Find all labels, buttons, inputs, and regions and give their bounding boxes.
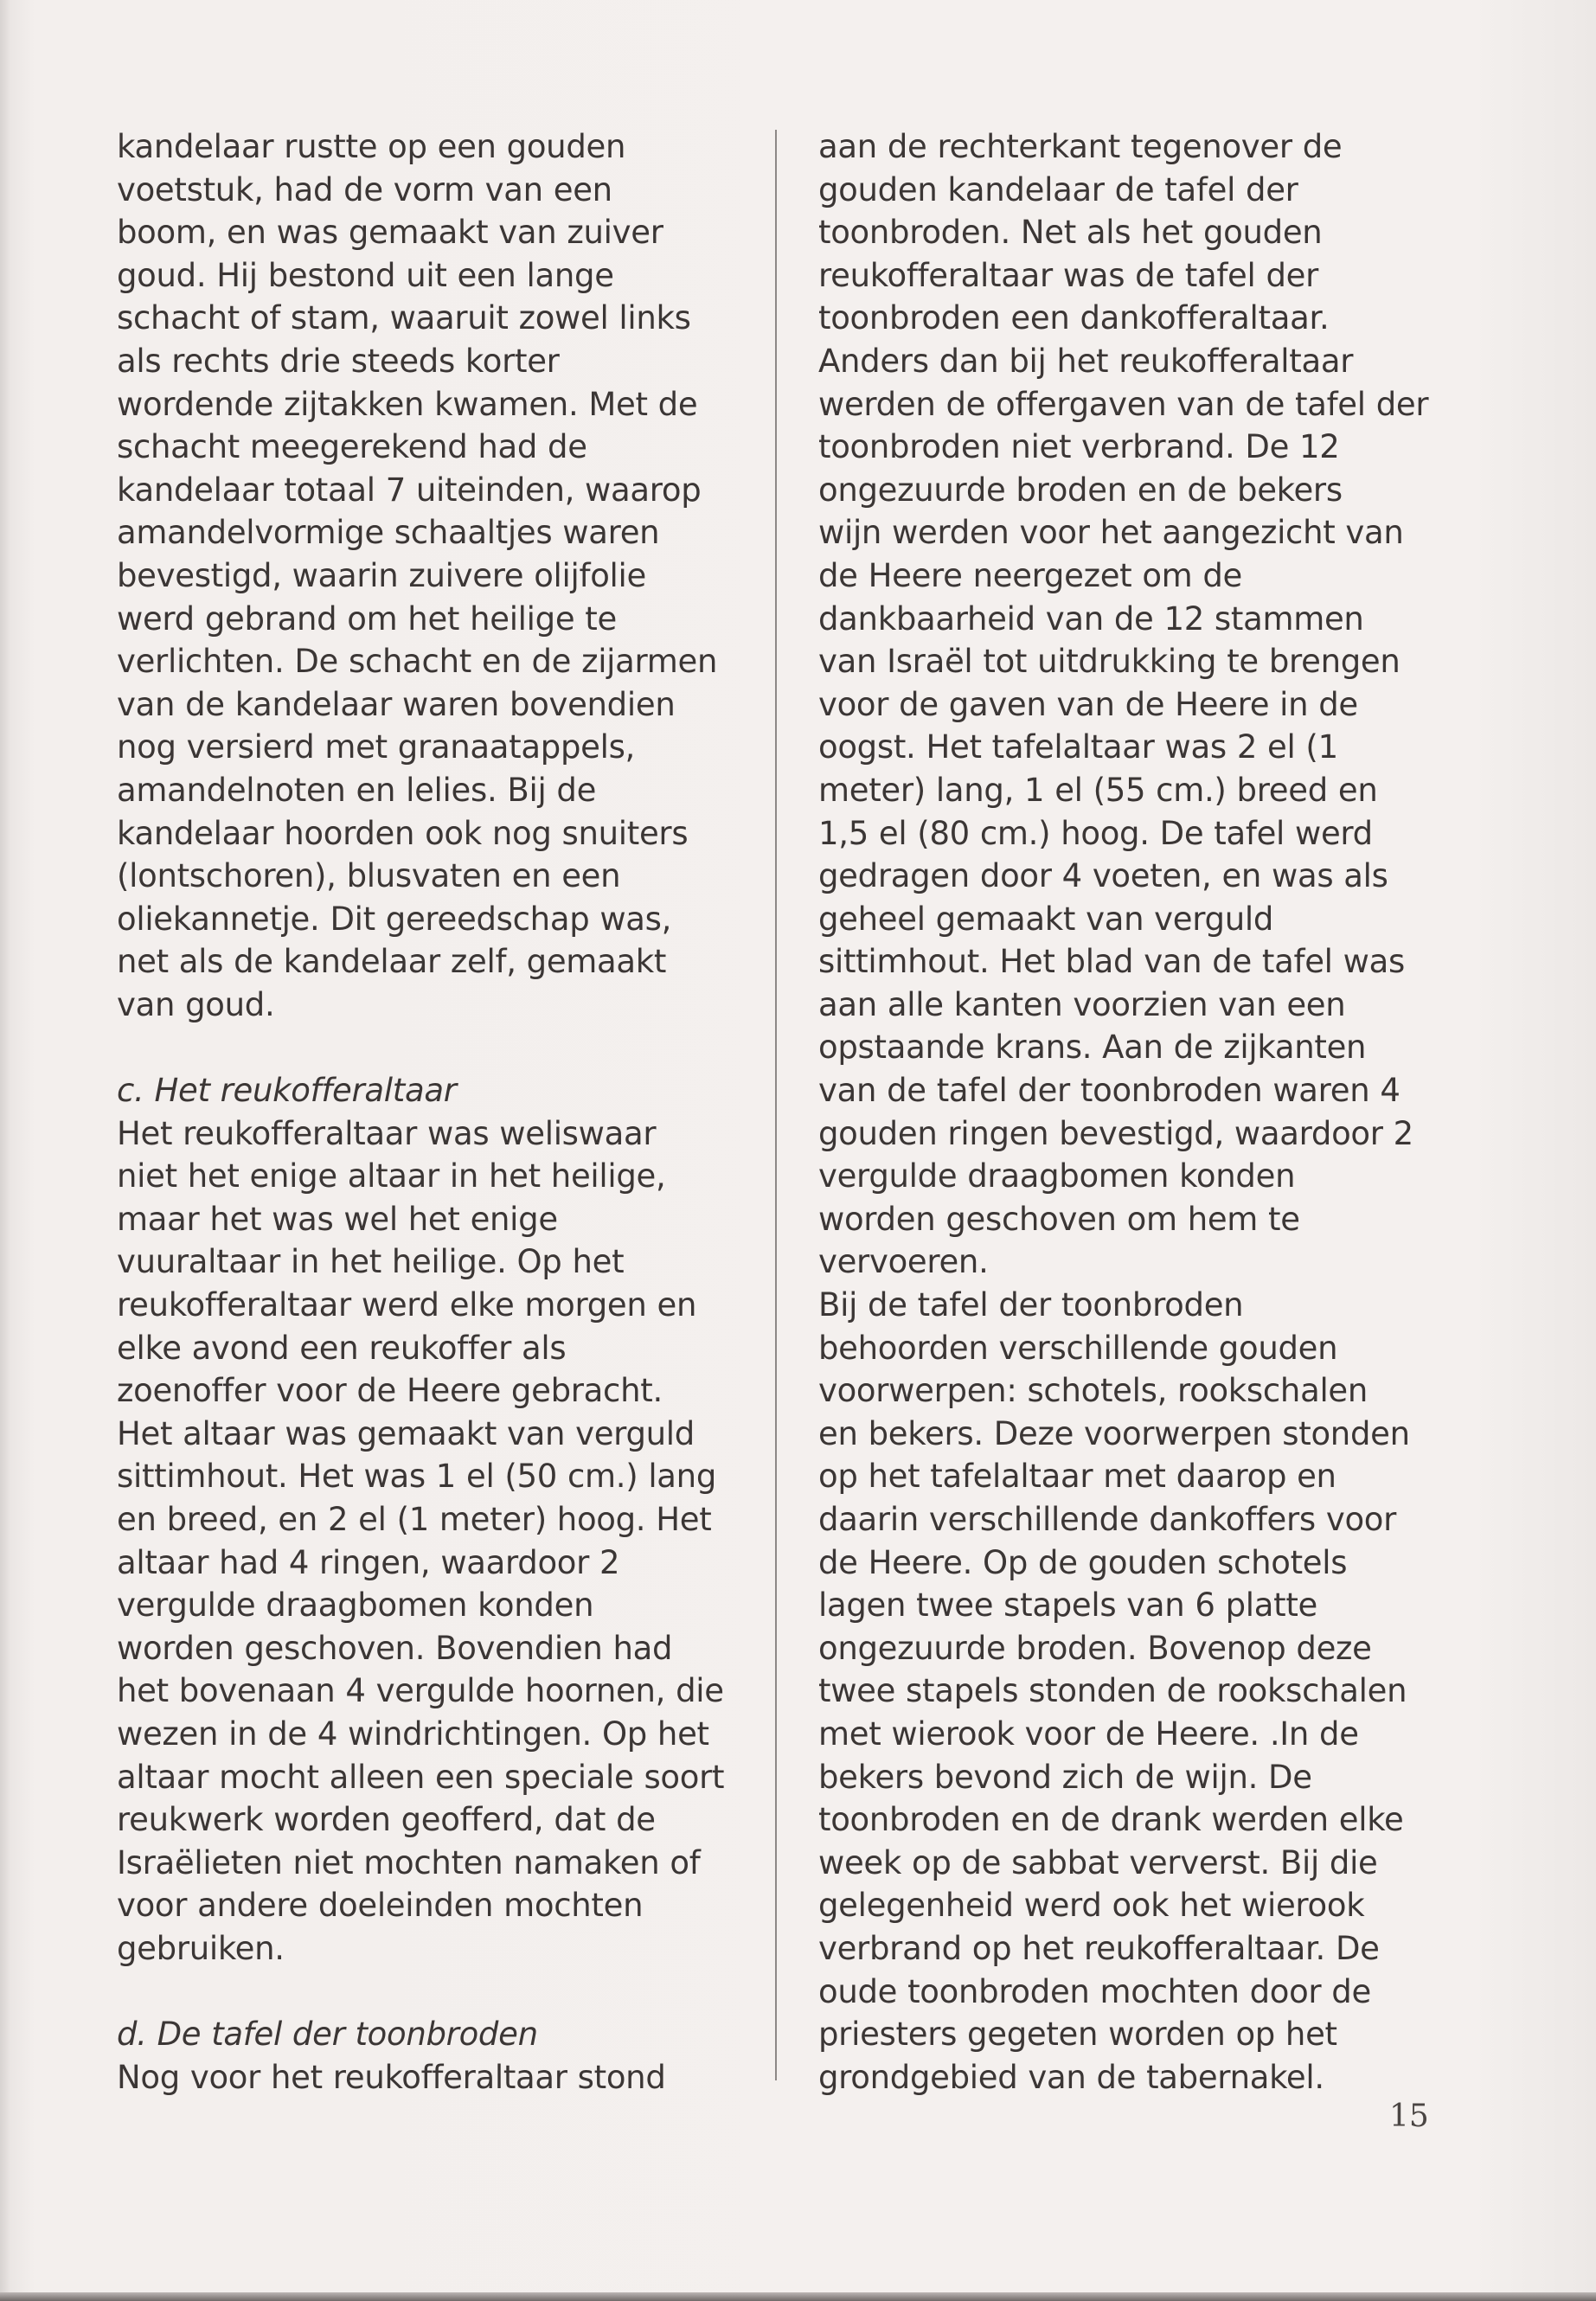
- page-bottom-edge: [0, 2292, 1596, 2301]
- text-line: en breed, en 2 el (1 meter) hoog. Het: [117, 1501, 712, 1538]
- text-line: twee stapels stonden de rookschalen: [818, 1672, 1407, 1710]
- text-line: geheel gemaakt van verguld: [818, 900, 1274, 938]
- section-heading-c: c. Het reukofferaltaar: [117, 1072, 457, 1110]
- text-line: oude toonbroden mochten door de: [818, 1972, 1371, 2010]
- page-number: 15: [1389, 2099, 1429, 2134]
- text-line: van goud.: [117, 985, 275, 1023]
- text-line: van de tafel der toonbroden waren 4: [818, 1072, 1401, 1110]
- text-line: de Heere. Op de gouden schotels: [818, 1543, 1348, 1581]
- text-line: goud. Hij bestond uit een lange: [117, 256, 614, 294]
- text-line: meter) lang, 1 el (55 cm.) breed en: [818, 771, 1378, 809]
- text-line: voetstuk, had de vorm van een: [117, 170, 612, 208]
- text-line: sittimhout. Het blad van de tafel was: [818, 943, 1405, 981]
- text-line: de Heere neergezet om de: [818, 556, 1243, 594]
- text-line: gedragen door 4 voeten, en was als: [818, 857, 1388, 895]
- text-line: gouden ringen bevestigd, waardoor 2: [818, 1114, 1413, 1152]
- text-line: kandelaar rustte op een gouden: [117, 128, 626, 165]
- left-column: [117, 125, 744, 2099]
- text-line: verbrand op het reukofferaltaar. De: [818, 1929, 1380, 1967]
- text-line: reukwerk worden geofferd, dat de: [117, 1801, 656, 1839]
- text-line: aan de rechterkant tegenover de: [818, 128, 1343, 165]
- text-line: dankbaarheid van de 12 stammen: [818, 599, 1364, 638]
- text-line: toonbroden en de drank werden elke: [818, 1801, 1404, 1839]
- text-line: boom, en was gemaakt van zuiver: [117, 214, 663, 252]
- text-line: werd gebrand om het heilige te: [117, 599, 617, 638]
- text-line: daarin verschillende dankoffers voor: [818, 1501, 1397, 1538]
- text-line: gebruiken.: [117, 1929, 285, 1967]
- text-line: bevestigd, waarin zuivere olijfolie: [117, 556, 646, 594]
- text-line: met wierook voor de Heere. .In de: [818, 1715, 1359, 1753]
- text-line: toonbroden. Net als het gouden: [818, 214, 1323, 252]
- page-gutter-shadow: [0, 0, 10, 2301]
- text-line: vervoeren.: [818, 1243, 989, 1281]
- text-line: schacht of stam, waaruit zowel links: [117, 299, 691, 337]
- text-line: als rechts drie steeds korter: [117, 342, 560, 380]
- text-line: reukofferaltaar werd elke morgen en: [117, 1286, 697, 1324]
- text-line: Het altaar was gemaakt van verguld: [117, 1414, 695, 1452]
- text-line: toonbroden niet verbrand. De 12: [818, 428, 1340, 466]
- text-line: kandelaar hoorden ook nog snuiters: [117, 814, 689, 852]
- text-line: bekers bevond zich de wijn. De: [818, 1758, 1312, 1796]
- text-line: behoorden verschillende gouden: [818, 1329, 1338, 1367]
- right-column: [818, 125, 1445, 2099]
- text-line: grondgebied van de tabernakel.: [818, 2058, 1324, 2096]
- text-line: altaar mocht alleen een speciale soort: [117, 1758, 725, 1796]
- text-line: werden de offergaven van de tafel der: [818, 385, 1429, 423]
- text-line: kandelaar totaal 7 uiteinden, waarop: [117, 471, 702, 509]
- text-line: op het tafelaltaar met daarop en: [818, 1458, 1336, 1496]
- paragraph-gap: [117, 1971, 744, 2014]
- text-line: gelegenheid werd ook het wierook: [818, 1887, 1365, 1925]
- text-line: Nog voor het reukofferaltaar stond: [117, 2058, 666, 2096]
- paragraph-tafel-start: [117, 2056, 744, 2099]
- text-line: schacht meegerekend had de: [117, 428, 587, 466]
- text-line: amandelnoten en lelies. Bij de: [117, 771, 597, 809]
- text-line: Het reukofferaltaar was weliswaar: [117, 1114, 657, 1152]
- text-line: 1,5 el (80 cm.) hoog. De tafel werd: [818, 814, 1373, 852]
- text-line: Anders dan bij het reukofferaltaar: [818, 342, 1354, 380]
- paragraph-kandelaar: [117, 125, 744, 1026]
- text-line: wezen in de 4 windrichtingen. Op het: [117, 1715, 709, 1753]
- text-line: Bij de tafel der toonbroden: [818, 1286, 1244, 1324]
- text-line: elke avond een reukoffer als: [117, 1329, 567, 1367]
- text-line: net als de kandelaar zelf, gemaakt: [117, 943, 667, 981]
- text-line: van Israël tot uitdrukking te brengen: [818, 643, 1401, 681]
- text-line: wijn werden voor het aangezicht van: [818, 514, 1404, 552]
- text-line: toonbroden een dankofferaltaar.: [818, 299, 1330, 337]
- text-line: oliekannetje. Dit gereedschap was,: [117, 900, 672, 938]
- text-line: vergulde draagbomen konden: [818, 1157, 1296, 1195]
- paragraph-gouden-voorwerpen: [818, 1284, 1445, 2099]
- text-line: verlichten. De schacht en de zijarmen: [117, 643, 718, 681]
- paragraph-reukofferaltaar: [117, 1112, 744, 1971]
- text-line: nog versierd met granaatappels,: [117, 728, 636, 766]
- text-line: vuuraltaar in het heilige. Op het: [117, 1243, 625, 1281]
- section-heading-d: d. De tafel der toonbroden: [117, 2016, 538, 2054]
- paragraph-gap: [117, 1026, 744, 1069]
- text-line: reukofferaltaar was de tafel der: [818, 256, 1319, 294]
- text-line: het bovenaan 4 vergulde hoornen, die: [117, 1672, 724, 1710]
- text-line: oogst. Het tafelaltaar was 2 el (1: [818, 728, 1338, 766]
- text-line: Israëlieten niet mochten namaken of: [117, 1843, 701, 1881]
- text-line: worden geschoven. Bovendien had: [117, 1629, 673, 1667]
- text-line: sittimhout. Het was 1 el (50 cm.) lang: [117, 1458, 717, 1496]
- text-line: gouden kandelaar de tafel der: [818, 170, 1298, 208]
- text-line: niet het enige altaar in het heilige,: [117, 1157, 666, 1195]
- text-line: wordende zijtakken kwamen. Met de: [117, 385, 698, 423]
- text-line: ongezuurde broden en de bekers: [818, 471, 1343, 509]
- text-line: week op de sabbat ververst. Bij die: [818, 1843, 1378, 1881]
- text-line: voorwerpen: schotels, rookschalen: [818, 1372, 1368, 1410]
- text-line: opstaande krans. Aan de zijkanten: [818, 1029, 1367, 1067]
- text-line: altaar had 4 ringen, waardoor 2: [117, 1543, 620, 1581]
- text-line: voor andere doeleinden mochten: [117, 1887, 644, 1925]
- text-line: zoenoffer voor de Heere gebracht.: [117, 1372, 663, 1410]
- text-line: ongezuurde broden. Bovenop deze: [818, 1629, 1372, 1667]
- text-line: en bekers. Deze voorwerpen stonden: [818, 1414, 1410, 1452]
- text-line: priesters gegeten worden op het: [818, 2016, 1337, 2054]
- text-line: aan alle kanten voorzien van een: [818, 985, 1346, 1023]
- paragraph-tafel-der-toonbroden: [818, 125, 1445, 1284]
- text-line: van de kandelaar waren bovendien: [117, 685, 676, 723]
- column-divider: [775, 130, 777, 2080]
- text-line: voor de gaven van de Heere in de: [818, 685, 1358, 723]
- text-line: maar het was wel het enige: [117, 1200, 558, 1238]
- text-line: vergulde draagbomen konden: [117, 1586, 594, 1625]
- text-line: (lontschoren), blusvaten en een: [117, 857, 621, 895]
- text-line: lagen twee stapels van 6 platte: [818, 1586, 1317, 1625]
- text-line: amandelvormige schaaltjes waren: [117, 514, 660, 552]
- text-line: worden geschoven om hem te: [818, 1200, 1300, 1238]
